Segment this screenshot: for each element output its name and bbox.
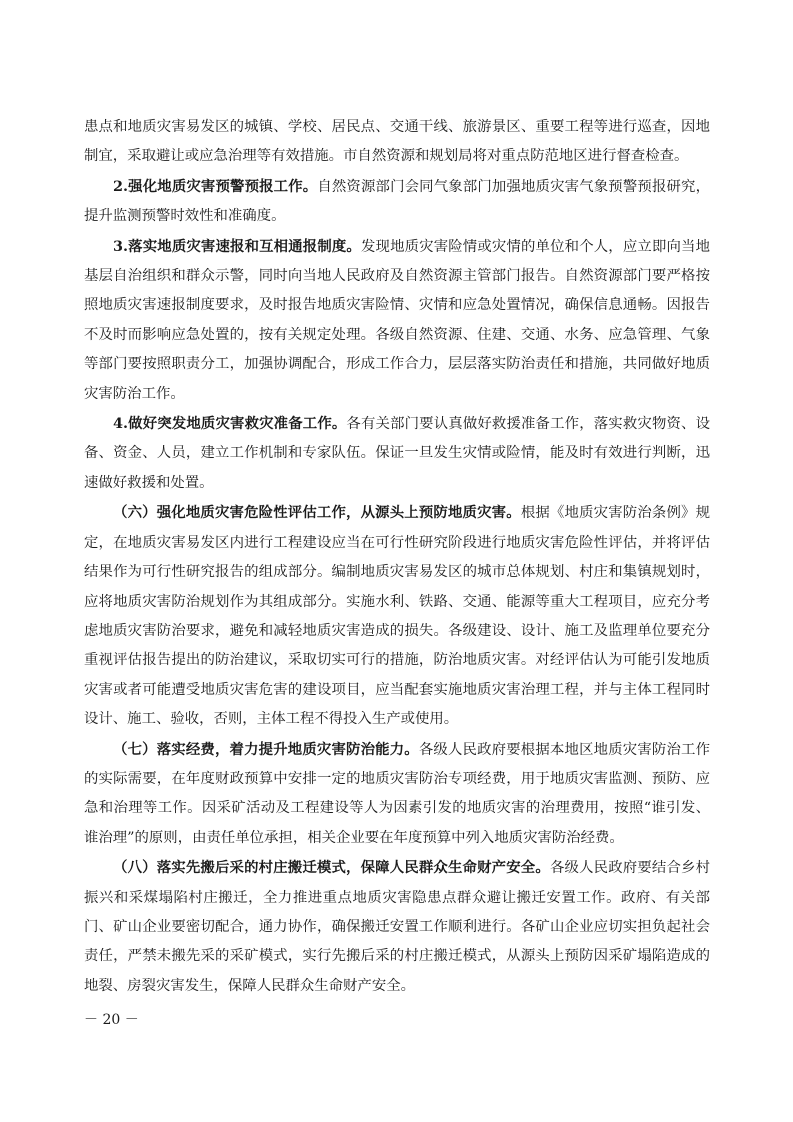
document-body — [84, 112, 710, 1001]
paragraph-lead: 3.落实地质灾害速报和互相通报制度。 — [113, 237, 361, 255]
paragraph-lead: （七）落实经费，着力提升地质灾害防治能力。 — [113, 740, 419, 758]
paragraph-text: 根据《地质灾害防治条例》规定，在地质灾害易发区内进行工程建设应当在可行性研究阶段进行地质灾害危险性评估，并将评估结果作为可行性研究报告的组成部分。编制地质灾害易发区的城市总体规划、村庄和集镇规划时，应将地质灾害防治规划作为其组成部分。实施水利、铁路、交通、能源等重大工程项目，应充分考虑地质灾害防治要求，避免和减轻地质灾害造成的损失。各级建设、设计、施工及监理单位要充分重视评估报告提出的防治建议，采取切实可行的措施，防治地质灾害。对经评估认为可能引发地质灾害或者可能遭受地质灾害危害的建设项目，应当配套实施地质灾害治理工程，并与主体工程同时设计、施工、验收，否则，主体工程不得投入生产或使用。 — [84, 505, 710, 728]
paragraph-lead: 4.做好突发地质灾害救灾准备工作。 — [113, 415, 347, 433]
paragraph-lead: （六）强化地质灾害危险性评估工作，从源头上预防地质灾害。 — [113, 504, 521, 522]
paragraph-text: 各有关部门要认真做好救援准备工作，落实救灾物资、设备、资金、人员，建立工作机制和专家队伍。保证一旦发生灾情或险情，能及时有效进行判断，迅速做好救援和处置。 — [84, 416, 710, 491]
paragraph-lead: （八）落实先搬后采的村庄搬迁模式，保障人民群众生命财产安全。 — [113, 859, 550, 877]
paragraph-continuation — [84, 112, 710, 172]
paragraph-early-warning — [84, 172, 710, 232]
paragraph-text: 各级人民政府要根据本地区地质灾害防治工作的实际需要，在年度财政预算中安排一定的地质灾害防治专项经费，用于地质灾害监测、预防、应急和治理等工作。因采矿活动及工程建设等人为因素引发的地质灾害的治理费用，按照“谁引发、谁治理”的原则，由责任单位承担，相关企业要在年度预算中列入地质灾害防治经费。 — [84, 741, 710, 846]
paragraph-text: 各级人民政府要结合乡村振兴和采煤塌陷村庄搬迁，全力推进重点地质灾害隐患点群众避让搬迁安置工作。政府、有关部门、矿山企业要密切配合，通力协作，确保搬迁安置工作顺利进行。各矿山企业应切实担负起社会责任，严禁未搬先采的采矿模式，实行先搬后采的村庄搬迁模式，从源头上预防因采矿塌陷造成的地裂、房裂灾害发生，保障人民群众生命财产安全。 — [84, 860, 710, 994]
paragraph-funding — [84, 735, 710, 854]
paragraph-village-relocation — [84, 853, 710, 1001]
paragraph-risk-assessment — [84, 498, 710, 734]
page-number: － 20 － — [84, 1012, 139, 1028]
paragraph-text: 发现地质灾害险情或灾情的单位和个人，应立即向当地基层自治组织和群众示警，同时向当地人民政府及自然资源主管部门报告。自然资源部门要严格按照地质灾害速报制度要求，及时报告地质灾害险情、灾情和应急处置情况，确保信息通畅。因报告不及时而影响应急处置的，按有关规定处理。各级自然资源、住建、交通、水务、应急管理、气象等部门要按照职责分工，加强协调配合，形成工作合力，层层落实防治责任和措施，共同做好地质灾害防治工作。 — [84, 238, 710, 402]
paragraph-lead: 2.强化地质灾害预警预报工作。 — [113, 177, 318, 195]
paragraph-rapid-reporting — [84, 232, 710, 409]
paragraph-text: 患点和地质灾害易发区的城镇、学校、居民点、交通干线、旅游景区、重要工程等进行巡查，因地制宜，采取避让或应急治理等有效措施。市自然资源和规划局将对重点防范地区进行督查检查。 — [84, 119, 710, 165]
paragraph-text: 自然资源部门会同气象部门加强地质灾害气象预警预报研究，提升监测预警时效性和准确度。 — [84, 178, 710, 225]
paragraph-disaster-relief — [84, 409, 710, 498]
